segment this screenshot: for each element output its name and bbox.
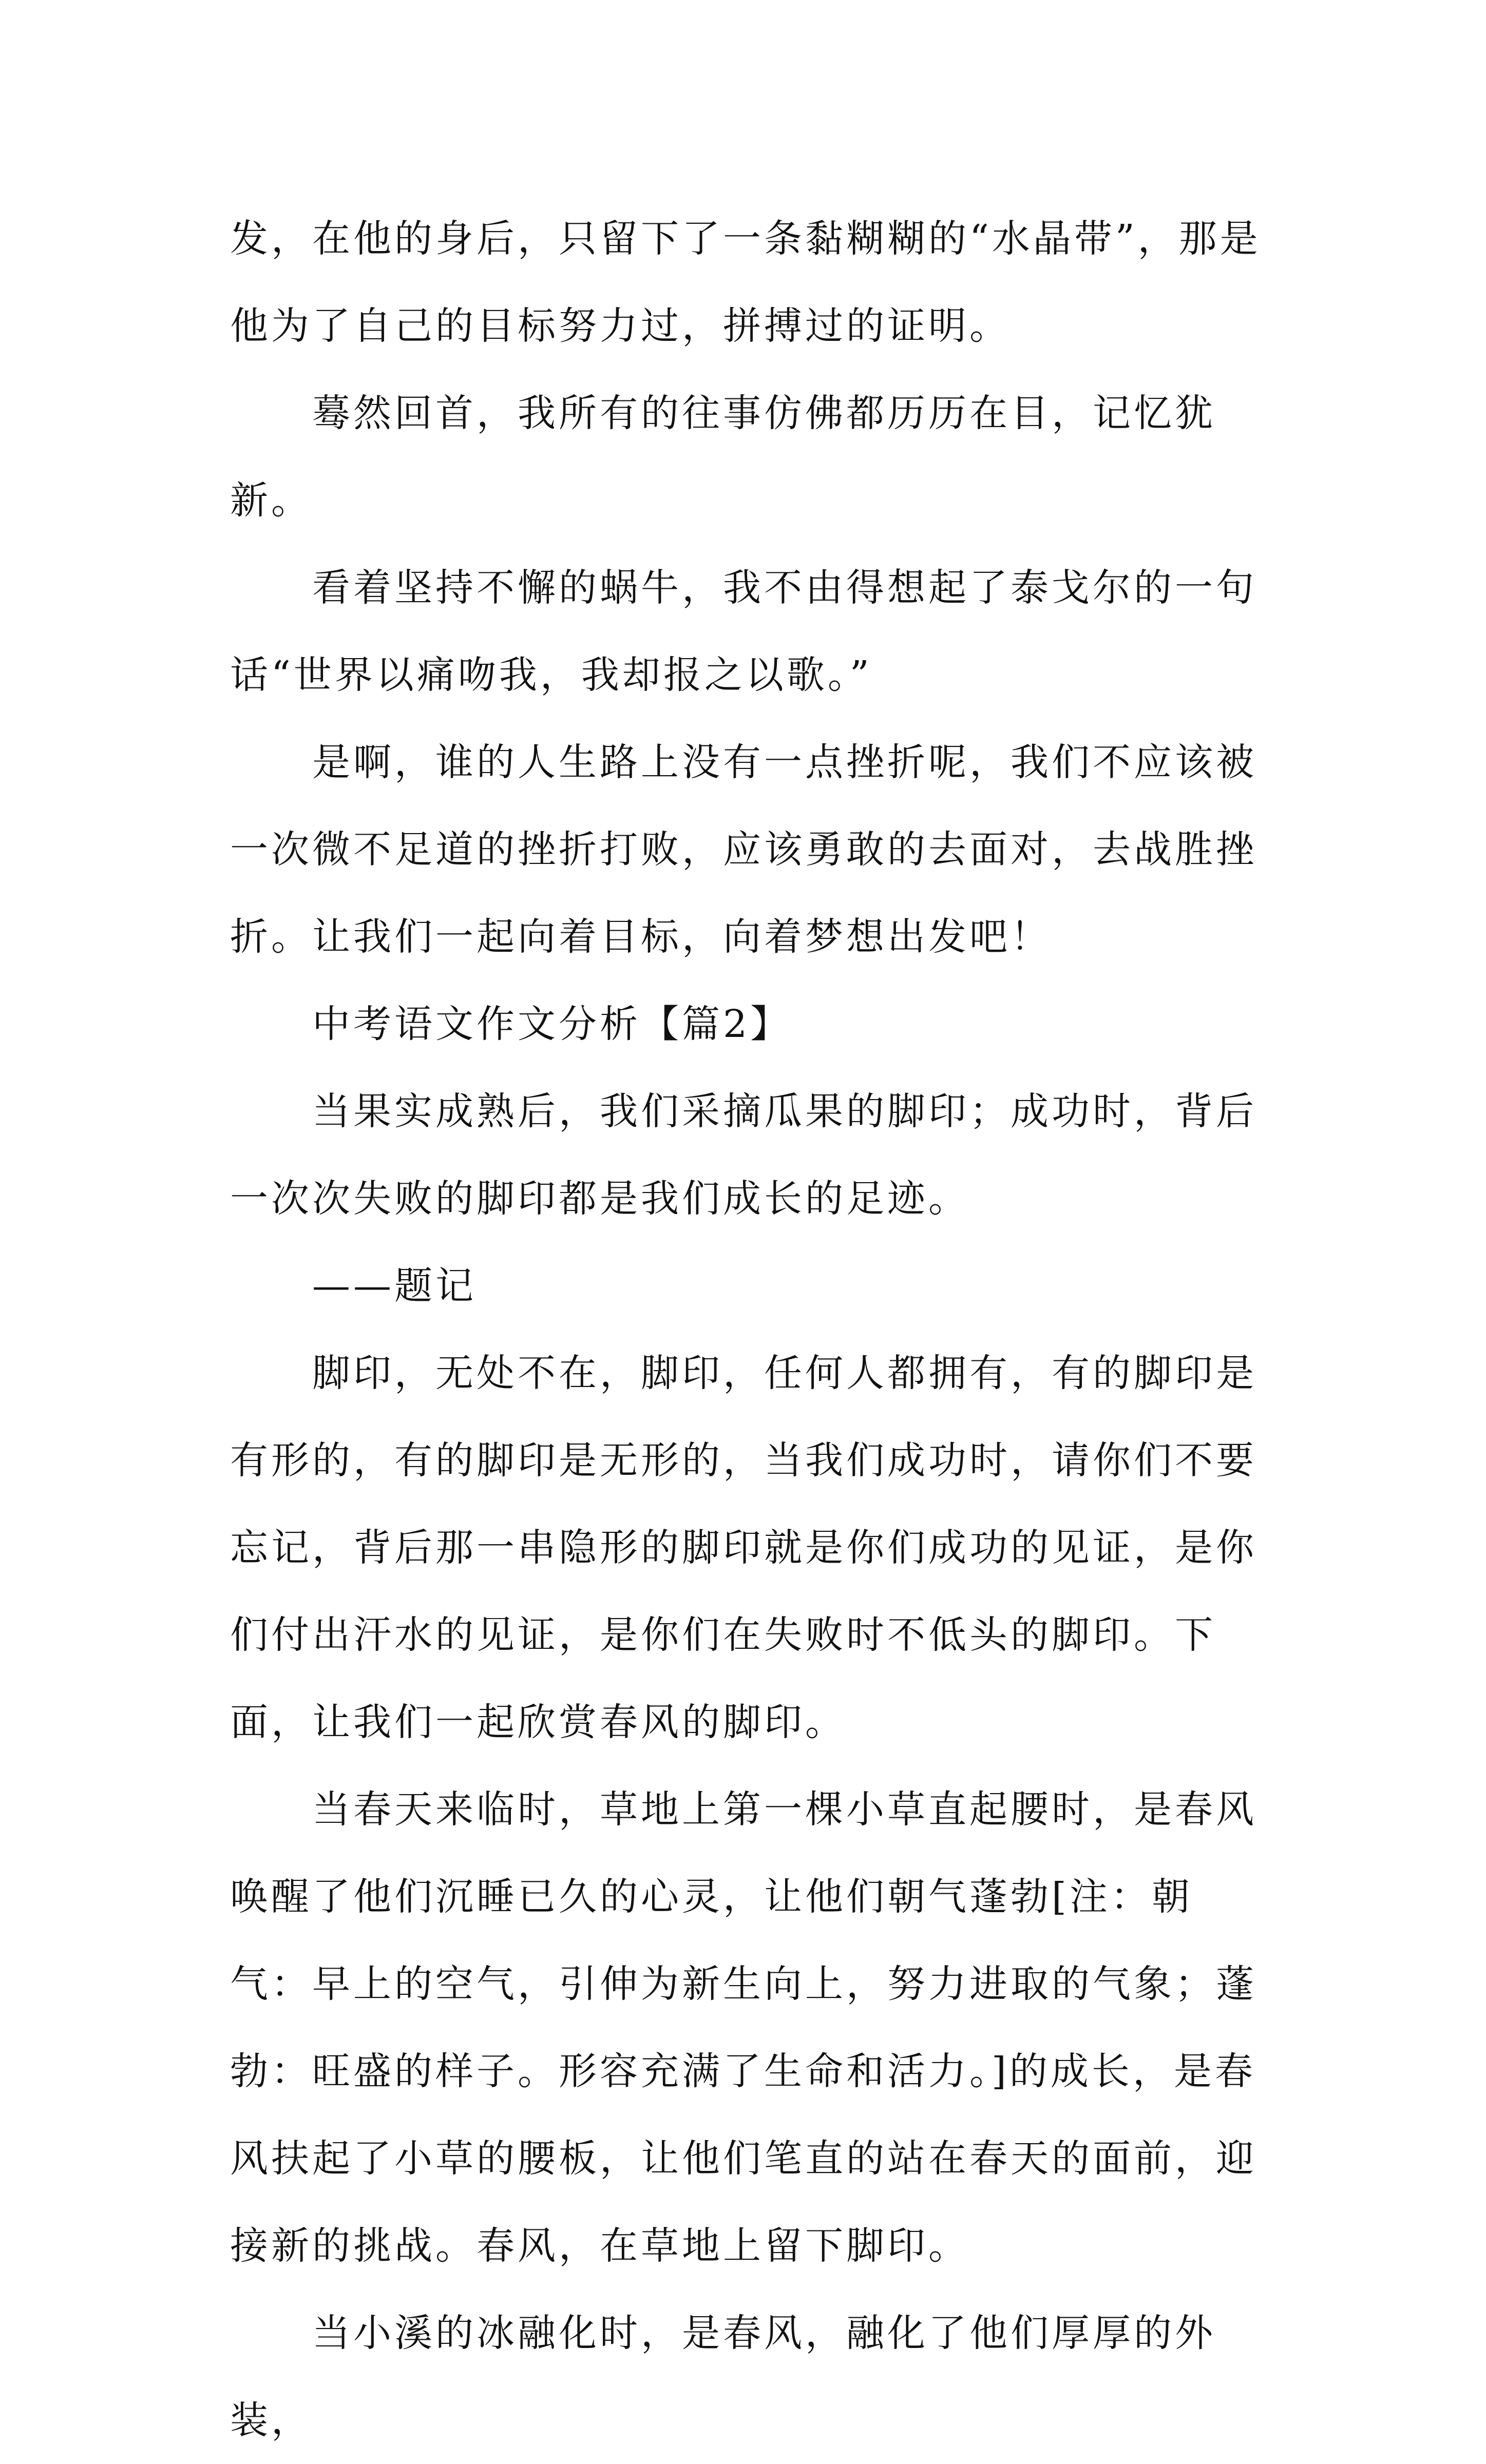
paragraph: 当小溪的冰融化时，是春风，融化了他们厚厚的外装，	[230, 2311, 1216, 2442]
paragraph: 当春天来临时，草地上第一棵小草直起腰时，是春风唤醒了他们沉睡已久的心灵，让他们朝气蓬勃[注：朝气：早上的空气，引伸为新生向上，努力进取的气象；蓬勃：旺盛的样子。形容充满了生命和活力。]的成长，是春风扶起了小草的腰板，让他们笔直的站在春天的面前，迎接新的挑战。春风，在草地上留下脚印。	[230, 1787, 1257, 2268]
paragraph: 是啊，谁的人生路上没有一点挫折呢，我们不应该被一次微不足道的挫折打败，应该勇敢的去面对，去战胜挫折。让我们一起向着目标，向着梦想出发吧！	[230, 740, 1257, 959]
section-heading: 中考语文作文分析【篇2】	[312, 1002, 792, 1046]
paragraph: 看着坚持不懈的蜗牛，我不由得想起了泰戈尔的一句话“世界以痛吻我，我却报之以歌。”	[230, 566, 1257, 697]
epigraph-attribution: ——题记	[312, 1264, 477, 1308]
paragraph: 当果实成熟后，我们采摘瓜果的脚印；成功时，背后一次次失败的脚印都是我们成长的足迹。	[230, 1089, 1257, 1221]
document-body	[230, 195, 1263, 2464]
paragraph: 蓦然回首，我所有的往事仿佛都历历在目，记忆犹新。	[230, 391, 1216, 523]
paragraph: 脚印，无处不在，脚印，任何人都拥有，有的脚印是有形的，有的脚印是无形的，当我们成功时，请你们不要忘记，背后那一串隐形的脚印就是你们成功的见证，是你们付出汗水的见证，是你们在失败时不低头的脚印。下面，让我们一起欣赏春风的脚印。	[230, 1351, 1257, 1744]
paragraph: 发，在他的身后，只留下了一条黏糊糊的“水晶带”，那是他为了自己的目标努力过，拼搏过的证明。	[230, 217, 1261, 348]
